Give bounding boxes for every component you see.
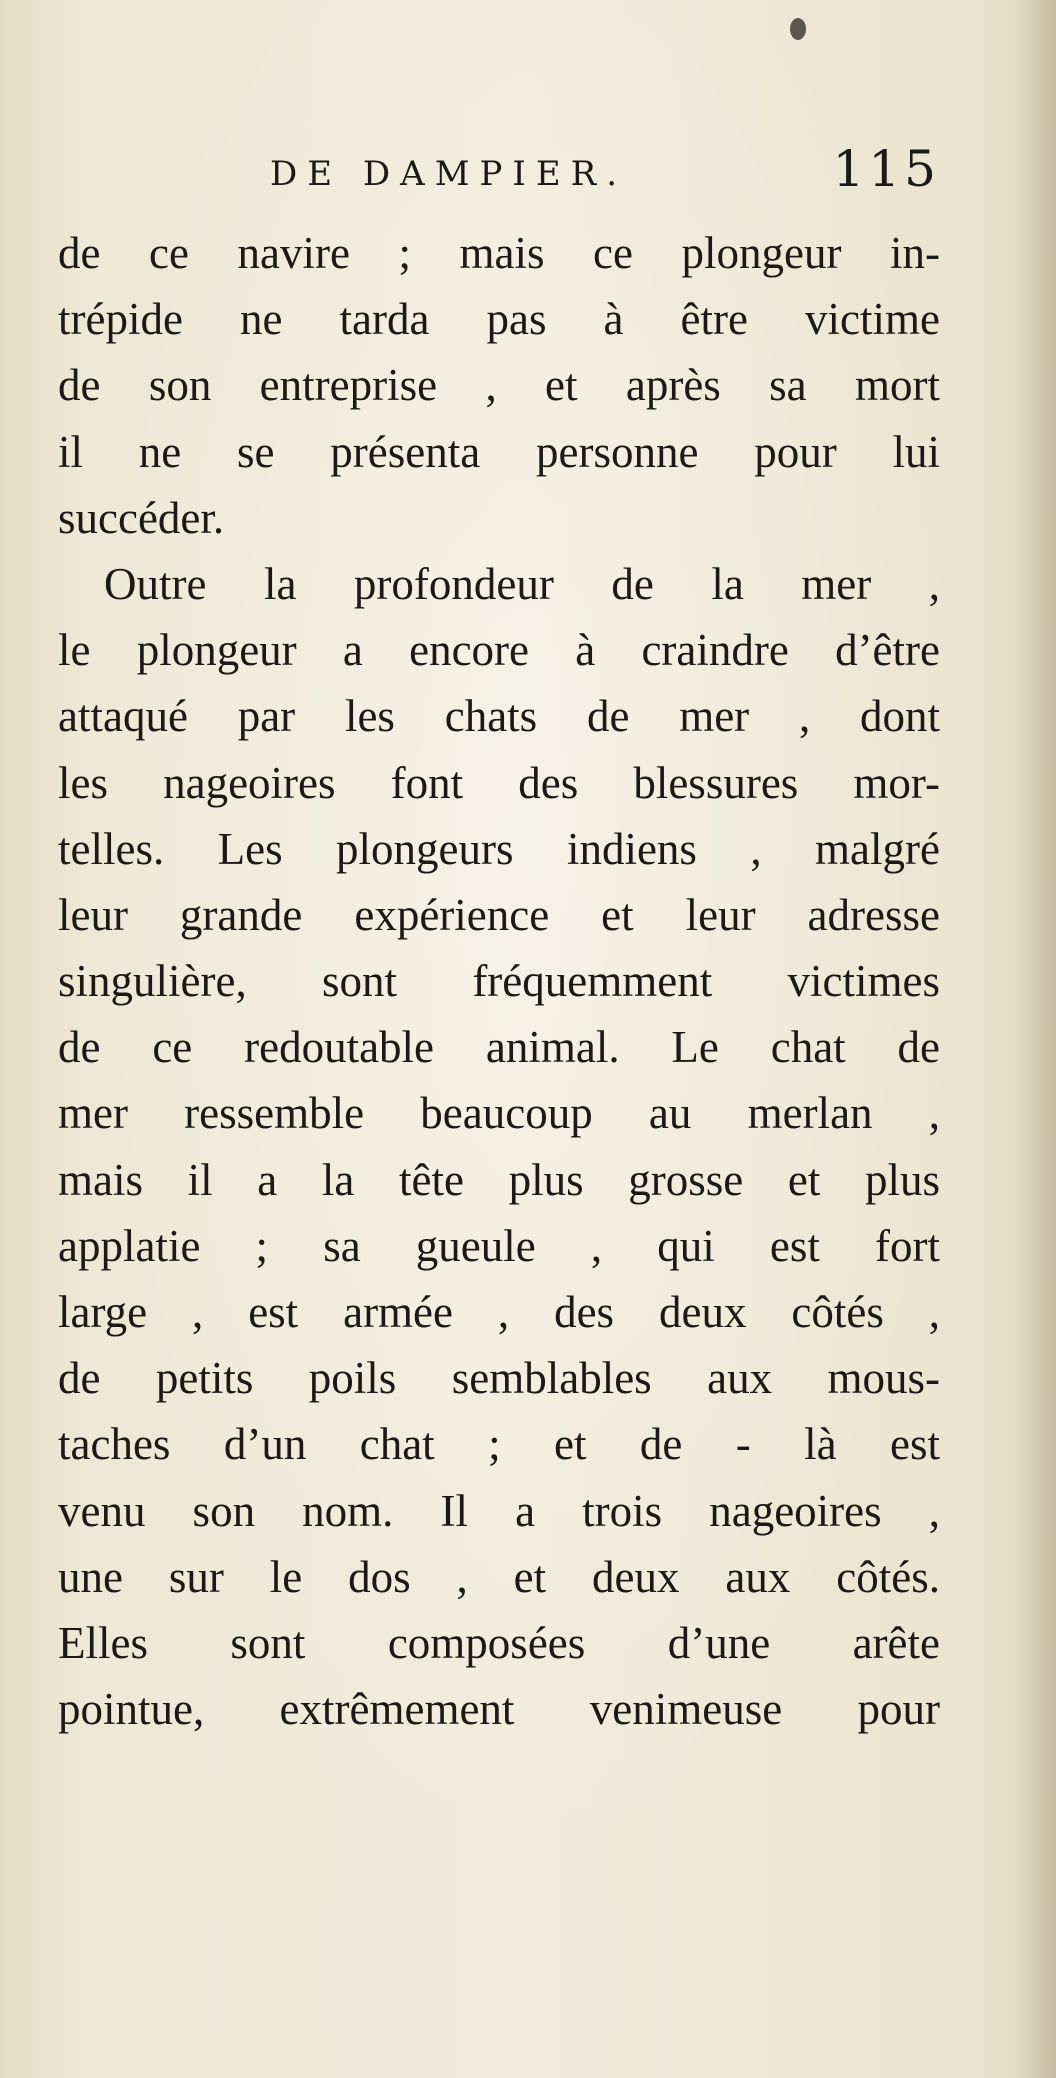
page-edge-shadow: [1016, 0, 1056, 2078]
text-line: succéder.: [58, 492, 225, 543]
page-number: 115: [832, 140, 940, 198]
text-line: Elles sont composées d’une arête: [58, 1617, 940, 1668]
text-line: leur grande expérience et leur adresse: [58, 889, 940, 940]
text-line: il ne se présenta personne pour lui: [58, 426, 940, 477]
text-line: trépide ne tarda pas à être victime: [58, 294, 940, 345]
text-line: pointue, extrêmement venimeuse pour: [58, 1684, 940, 1735]
text-line: taches d’un chat ; et de - là est: [58, 1419, 940, 1470]
text-line: mais il a la tête plus grosse et plus: [58, 1154, 940, 1205]
text-line: telles. Les plongeurs indiens , malgré: [58, 823, 940, 874]
text-line: de petits poils semblables aux mous-: [58, 1353, 940, 1404]
text-line: mer ressemble beaucoup au merlan ,: [58, 1088, 940, 1139]
text-line: de ce redoutable animal. Le chat de: [58, 1022, 940, 1073]
text-line: une sur le dos , et deux aux côtés.: [58, 1551, 940, 1602]
text-line: le plongeur a encore à craindre d’être: [58, 625, 940, 676]
text-line: de ce navire ; mais ce plongeur in-: [58, 228, 940, 278]
text-line: large , est armée , des deux côtés ,: [58, 1287, 940, 1337]
text-line: les nageoires font des blessures mor-: [58, 757, 940, 808]
running-title: DE DAMPIER.: [270, 154, 628, 194]
ink-blot: [790, 18, 806, 40]
text-line: de son entreprise , et après sa mort: [58, 360, 940, 411]
body-text: [58, 220, 940, 1742]
text-line: singulière, sont fréquemment victimes: [58, 956, 940, 1007]
paragraph-start-line: Outre la profondeur de la mer ,: [104, 558, 940, 609]
text-line: venu son nom. Il a trois nageoires ,: [58, 1485, 940, 1536]
running-head: [270, 140, 940, 196]
text-line: attaqué par les chats de mer , dont: [58, 691, 940, 742]
text-line: applatie ; sa gueule , qui est fort: [58, 1220, 940, 1271]
